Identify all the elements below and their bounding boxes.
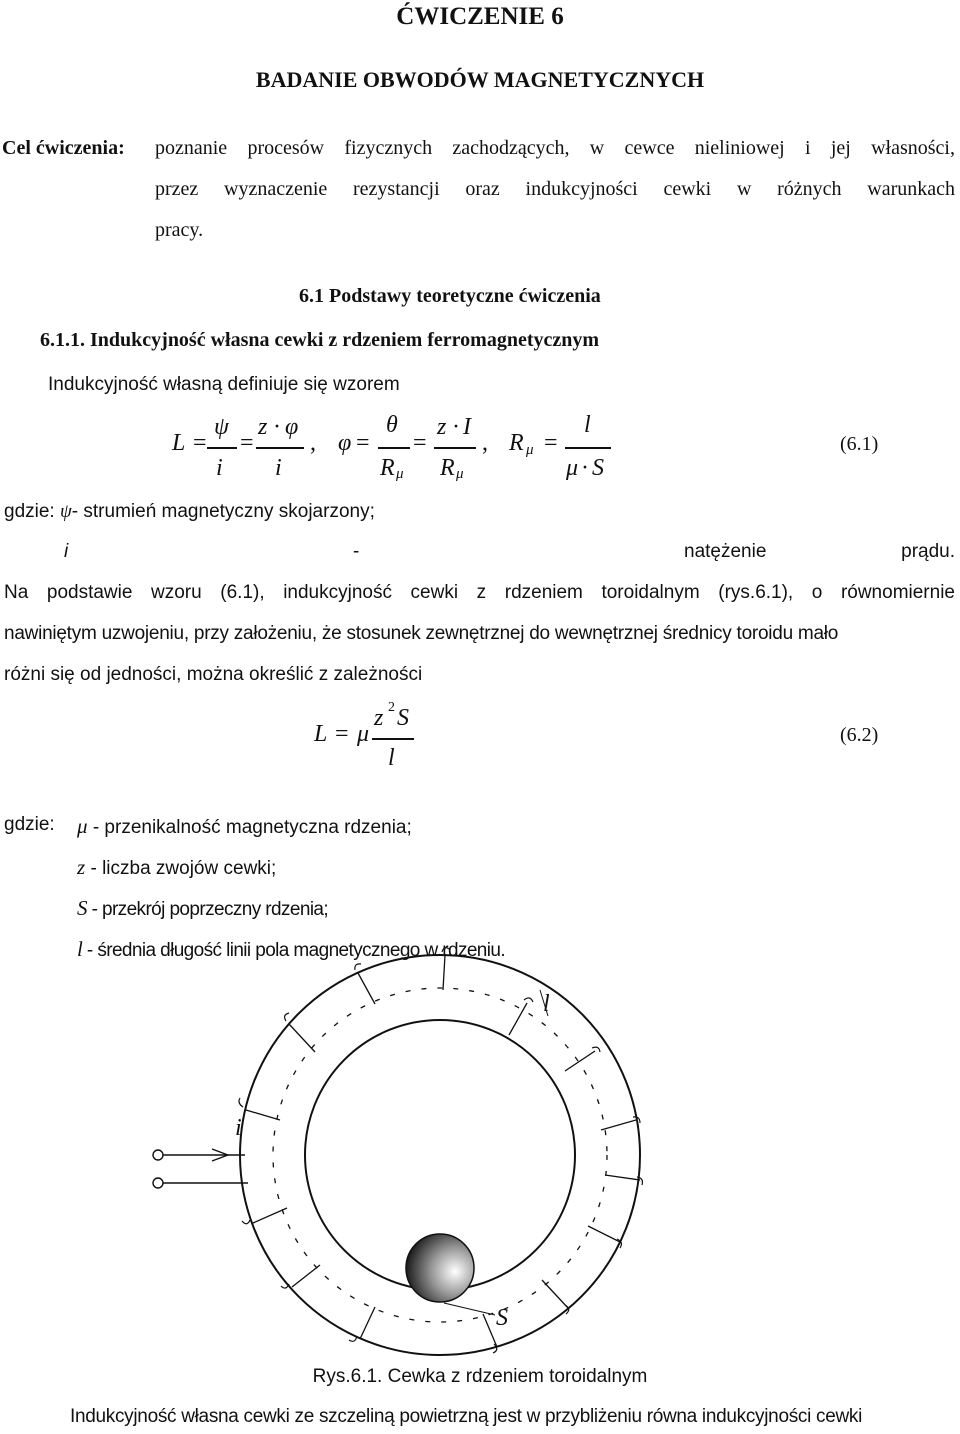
subsection-title: 6.1.1. Indukcyjność własna cewki z rdzeniem ferromagnetycznym <box>40 329 600 351</box>
cross-section <box>406 1234 474 1302</box>
def-s: S - przekrój poprzeczny rdzenia; <box>77 896 329 920</box>
goal-label: Cel ćwiczenia: <box>2 137 125 159</box>
equation-6-1-number: (6.1) <box>840 433 879 455</box>
figure-caption: Rys.6.1. Cewka z rdzeniem toroidalnym <box>312 1366 648 1387</box>
page-title: ĆWICZENIE 6 <box>396 3 564 30</box>
section-title: 6.1 Podstawy teoretyczne ćwiczenia <box>299 285 601 307</box>
def-z: z - liczba zwojów cewki; <box>77 855 277 879</box>
goal-line-2: przez wyznaczenie rezystancji oraz indukcyjności cewki w różnych warunkach <box>155 178 955 200</box>
def-i: i - natężenie prądu. <box>64 541 955 562</box>
label-i: i <box>235 1115 242 1141</box>
equation-6-2-number: (6.2) <box>840 724 879 746</box>
goal-line-1: poznanie procesów fizycznych zachodzących, w cewce nieliniowej i jej własności, <box>155 137 955 159</box>
goal-line-3: pracy. <box>155 219 204 241</box>
intro-text: Indukcyjność własną definiuje się wzorem <box>48 374 400 395</box>
para2-line-3: różni się od jedności, można określić z zależności <box>4 664 423 685</box>
para2-line-2: nawiniętym uzwojeniu, przy założeniu, że stosunek zewnętrznej do wewnętrznej średnicy toroidu mało <box>4 623 839 644</box>
def-l: l - średnia długość linii pola magnetycznego w rdzeniu. <box>77 937 506 961</box>
footer-line: Indukcyjność własna cewki ze szczeliną powietrzną jest w przybliżeniu równa indukcyjności cewki <box>70 1406 863 1427</box>
defs2-label: gdzie: <box>4 814 55 835</box>
def-mu: μ - przenikalność magnetyczna rdzenia; <box>77 814 412 838</box>
core-cross-section <box>406 1234 474 1302</box>
label-S: S <box>496 1305 508 1331</box>
label-l: l <box>543 991 550 1017</box>
para2-line-1: Na podstawie wzoru (6.1), indukcyjność cewki z rdzeniem toroidalnym (rys.6.1), o równomiernie <box>4 582 955 603</box>
terminal-bottom <box>153 1178 163 1188</box>
terminal-top <box>153 1150 163 1160</box>
page-subtitle: BADANIE OBWODÓW MAGNETYCZNYCH <box>255 67 705 92</box>
def-psi: gdzie: ψ- strumień magnetyczny skojarzony; <box>4 501 375 522</box>
terminal-leads <box>153 1149 248 1188</box>
